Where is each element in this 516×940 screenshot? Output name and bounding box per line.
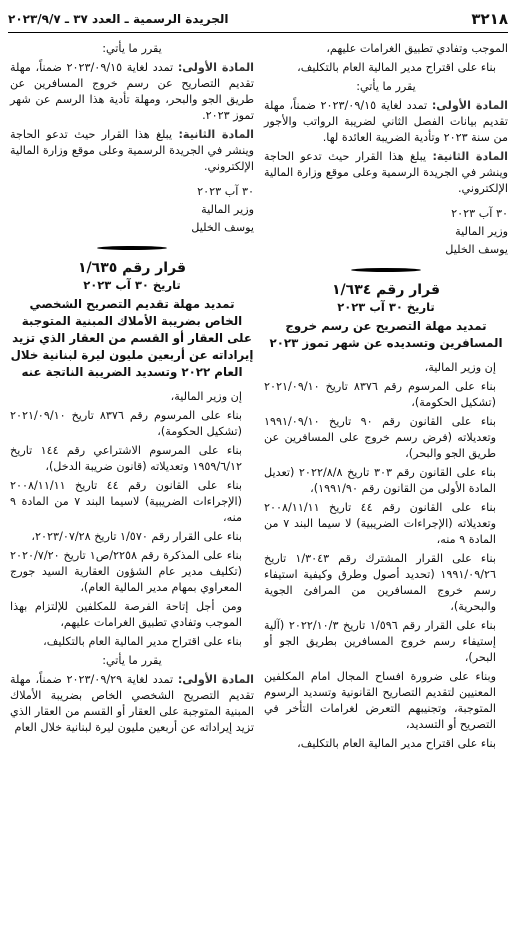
article-label: المادة الثانية: xyxy=(178,128,254,141)
paragraph: بناء على اقتراح مدير المالية العام بالتكليف، xyxy=(297,737,496,750)
decision-title: تمديد مهلة تقديم التصريح الشخصي الخاص بضريبة الأملاك المبنية المتوجبة على العقار أو القسم من العقار الذي تزيد إيراداته عن أربعين مليون ليرة لبنانية خلال العام ٢٠٢٢ وتسديد الضريبة الناتجة عنه xyxy=(10,297,254,379)
article-text: تمدد لغاية ٢٠٢٣/٠٩/٢٩ ضمناً، مهلة تقديم التصريح الشخصي الخاص بضريبة الأملاك المبنية المتوجبة على العقار أو القسم من العقار الذي تزيد إيراداته عن أربعين مليون ليرة لبنانية خلال العام xyxy=(10,673,254,734)
paragraph: بناء على المرسوم الاشتراعي رقم ١٤٤ تاريخ ١٩٥٩/٦/١٢ وتعديلاته (قانون ضريبة الدخل)، xyxy=(10,444,242,473)
paragraph: بناء على القرار رقم ١/٥٩٦ تاريخ ٢٠٢٢/١٠/٣ (آلية إستيفاء رسم خروج المسافرين بطريق الجو أو البحر)، xyxy=(264,619,497,664)
article-label: المادة الأولى: xyxy=(177,61,255,74)
signature-name: يوسف الخليل xyxy=(191,221,254,234)
left-column xyxy=(10,41,254,755)
paragraph: بناء على المرسوم رقم ٨٣٧٦ تاريخ ٢٠٢١/٠٩/١٠ (تشكيل الحكومة)، xyxy=(264,380,496,409)
paragraph: بناء على القرار المشترك رقم ١/٣٠٤٣ تاريخ ١٩٩١/٠٩/٢٦ (تحديد أصول وطرق وكيفية استيفاء رسم خروج المسافرين من المرافئ الجوية والبحرية)، xyxy=(264,552,496,613)
paragraph: بناء على القانون رقم ٤٤ تاريخ ٢٠٠٨/١١/١١ (الإجراءات الضريبية) لاسيما البند ٧ من المادة ٩ منه، xyxy=(10,479,243,524)
article-label: المادة الأولى: xyxy=(177,673,255,686)
section-divider xyxy=(351,268,421,272)
article-2 xyxy=(264,149,508,197)
decides-heading: يقرر ما يأتي: xyxy=(356,80,416,93)
decision-date: تاريخ ٣٠ آب ٢٠٢٣ xyxy=(83,278,181,292)
section-divider xyxy=(97,246,167,250)
paragraph: ومن أجل إتاحة الفرصة للمكلفين للإلتزام بهذا الموجب وتفادي تطبيق الغرامات عليهم، xyxy=(10,600,242,629)
article-text: يبلغ هذا القرار حيث تدعو الحاجة وينشر في الجريدة الرسمية وعلى موقع وزارة المالية الإلكتروني. xyxy=(10,128,254,173)
paragraph: بناء على القانون رقم ٤٤ تاريخ ٢٠٠٨/١١/١١ وتعديلاته (الإجراءات الضريبية) لا سيما البند ٧ من المادة ٩ منه، xyxy=(264,501,497,546)
decides-heading: يقرر ما يأتي: xyxy=(102,42,162,55)
decision-title: تمديد مهلة التصريح عن رسم خروج المسافرين وتسديده عن شهر تموز ٢٠٢٣ xyxy=(269,319,503,350)
page-header xyxy=(8,6,508,33)
paragraph: بناء على المذكرة رقم ٢٢٥٨/ص١ تاريخ ٢٠٢٠/٧/٢٠ (تكليف مدير عام الشؤون العقارية السيد جورج المعراوي بمهام مدير المالية العام)، xyxy=(10,549,242,594)
article-1 xyxy=(10,672,254,736)
page-number: ٣٢١٨ xyxy=(471,10,508,28)
article-2 xyxy=(10,127,254,175)
article-label: المادة الثانية: xyxy=(432,150,508,163)
right-column xyxy=(264,41,508,755)
article-1 xyxy=(264,98,508,146)
article-text: تمدد لغاية ٢٠٢٣/٠٩/١٥ ضمناً، مهلة تقديم بيانات الفصل الثاني لضريبة الرواتب والأجور من سنة ٢٠٢٣ وتأدية الضريبة العائدة لها. xyxy=(264,99,508,144)
paragraph: الموجب وتفادي تطبيق الغرامات عليهم، xyxy=(326,42,508,55)
gazette-title: الجريدة الرسمية ـ العدد ٣٧ ـ ٢٠٢٣/٩/٧ xyxy=(8,12,229,26)
article-text: تمدد لغاية ٢٠٢٣/٠٩/١٥ ضمناً، مهلة تقديم التصاريح عن رسم خروج المسافرين عن طريق الجو والبحر، ومهلة تأدية هذا الرسم عن شهر تموز ٢٠٢٣. xyxy=(10,61,254,122)
paragraph: إن وزير المالية، xyxy=(170,390,242,403)
decision-number: قرار رقم ١/٦٣٥ xyxy=(78,260,186,276)
paragraph: بناء على اقتراح مدير المالية العام بالتكليف، xyxy=(297,61,496,74)
decision-date: تاريخ ٣٠ آب ٢٠٢٣ xyxy=(337,300,435,314)
signature-role: وزير المالية xyxy=(455,225,508,238)
decision-number: قرار رقم ١/٦٣٤ xyxy=(332,282,440,298)
paragraph: بناء على القانون رقم ٣٠٣ تاريخ ٢٠٢٢/٨/٨ (تعديل المادة الأولى من القانون رقم ١٩٩١/٩٠)، xyxy=(264,466,497,495)
gazette-page xyxy=(0,6,516,940)
article-text: يبلغ هذا القرار حيث تدعو الحاجة وينشر في الجريدة الرسمية وعلى موقع وزارة المالية الإلكتروني. xyxy=(264,150,508,195)
paragraph: وبناء على ضرورة افساح المجال امام المكلفين المعنيين لتقديم التصاريح القانونية وتسديد الرسوم المتوجبة، وتجنيبهم التعرض لغرامات التأخر في التصريح أو التسديد، xyxy=(264,670,496,731)
paragraph: بناء على المرسوم رقم ٨٣٧٦ تاريخ ٢٠٢١/٠٩/١٠ (تشكيل الحكومة)، xyxy=(10,409,242,438)
signature-name: يوسف الخليل xyxy=(445,243,508,256)
paragraph: بناء على اقتراح مدير المالية العام بالتكليف، xyxy=(43,635,242,648)
paragraph: إن وزير المالية، xyxy=(424,361,496,374)
paragraph: بناء على القانون رقم ٩٠ تاريخ ١٩٩١/٠٩/١٠ وتعديلاته (فرض رسم خروج على المسافرين عن طريق الجو والبحر)، xyxy=(264,415,497,460)
decides-heading: يقرر ما يأتي: xyxy=(102,654,162,667)
article-1 xyxy=(10,60,254,124)
paragraph: بناء على القرار رقم ١/٥٧٠ تاريخ ٢٠٢٣/٠٧/٢٨، xyxy=(31,530,242,543)
signature-role: وزير المالية xyxy=(201,203,254,216)
columns xyxy=(8,41,508,755)
article-label: المادة الأولى: xyxy=(431,99,509,112)
signature-date: ٣٠ آب ٢٠٢٣ xyxy=(451,207,508,220)
signature-date: ٣٠ آب ٢٠٢٣ xyxy=(197,185,254,198)
